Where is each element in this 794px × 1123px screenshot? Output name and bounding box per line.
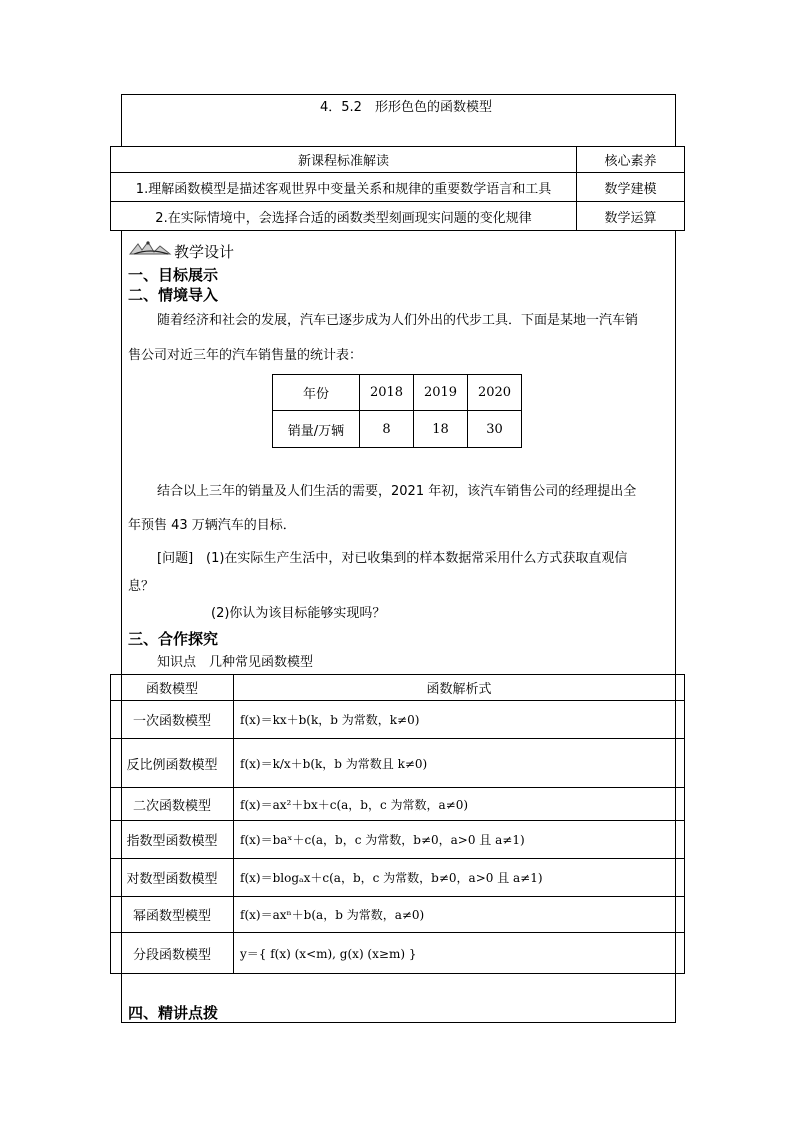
standard-row-2: 2.在实际情境中，会选择合适的函数类型刻画现实问题的变化规律	[155, 210, 532, 226]
section-3-heading: 三、合作探究	[128, 630, 219, 648]
sales-row-header: 销量/万辆	[287, 423, 345, 439]
sales-value-2018: 8	[382, 421, 391, 437]
models-header-left: 函数模型	[145, 682, 198, 697]
model-formula-power: f(x)＝axⁿ＋b(a，b 为常数，a≠0)	[240, 908, 425, 922]
model-name-inverse: 反比例函数模型	[126, 757, 218, 773]
literacy-row-2: 数学运算	[604, 210, 657, 226]
model-formula-logarithmic: f(x)＝blogₐx＋c(a，b，c 为常数，b≠0，a>0 且 a≠1)	[240, 871, 543, 885]
section-2-heading: 二、情境导入	[128, 286, 219, 304]
model-formula-inverse: f(x)＝k/x＋b(k，b 为常数且 k≠0)	[240, 756, 428, 771]
lesson-title: 4．5.2 形形色色的函数模型	[320, 100, 492, 115]
model-name-exponential: 指数型函数模型	[126, 834, 218, 849]
standards-header-left: 新课程标准解读	[297, 154, 389, 169]
section-4-heading: 四、精讲点拨	[128, 1004, 219, 1022]
model-name-quadratic: 二次函数模型	[132, 798, 211, 814]
model-formula-exponential: f(x)＝baˣ＋c(a，b，c 为常数，b≠0，a>0 且 a≠1)	[240, 833, 525, 847]
literacy-row-1: 数学建模	[604, 181, 657, 197]
teaching-design-icon	[128, 238, 172, 262]
para2-line-1: 结合以上三年的销量及人们生活的需要，2021 年初，该汽车销售公司的经理提出全	[157, 484, 637, 499]
question-1-line-1: (1)在实际生产生活中，对已收集到的样本数据常采用什么方式获取直观信	[206, 551, 628, 566]
knowledge-point: 知识点 几种常见函数模型	[157, 655, 314, 670]
models-header-right: 函数解析式	[426, 682, 492, 697]
sales-value-2019: 18	[432, 421, 449, 437]
model-name-power: 幂函数型模型	[132, 909, 211, 924]
sales-year-2020: 2020	[477, 385, 512, 400]
model-formula-linear: f(x)＝kx＋b(k，b 为常数，k≠0)	[240, 713, 420, 727]
model-name-logarithmic: 对数型函数模型	[126, 872, 218, 887]
standards-header-right: 核心素养	[604, 154, 657, 169]
sales-year-2018: 2018	[369, 385, 404, 400]
sales-col-header: 年份	[302, 387, 329, 402]
section-1-heading: 一、目标展示	[128, 266, 219, 284]
intro-line-2: 售公司对近三年的汽车销售量的统计表：	[128, 348, 363, 363]
standard-row-1: 1.理解函数模型是描述客观世界中变量关系和规律的重要数学语言和工具	[135, 181, 552, 197]
question-label: [问题]	[157, 551, 194, 566]
teaching-design-heading: 教学设计	[174, 243, 235, 261]
question-2: (2)你认为该目标能够实现吗？	[211, 606, 386, 621]
para2-line-2: 年预售 43 万辆汽车的目标．	[128, 518, 296, 533]
model-formula-piecewise: y＝{ f(x) (x<m), g(x) (x≥m) }	[240, 946, 417, 961]
intro-line-1: 随着经济和社会的发展，汽车已逐步成为人们外出的代步工具．下面是某地一汽车销	[157, 313, 639, 328]
question-1-line-2: 息？	[128, 579, 155, 594]
sales-year-2019: 2019	[423, 385, 458, 400]
model-name-linear: 一次函数模型	[132, 714, 211, 729]
model-name-piecewise: 分段函数模型	[132, 947, 211, 963]
sales-value-2020: 30	[486, 421, 503, 437]
model-formula-quadratic: f(x)＝ax²＋bx＋c(a，b，c 为常数，a≠0)	[240, 797, 469, 812]
